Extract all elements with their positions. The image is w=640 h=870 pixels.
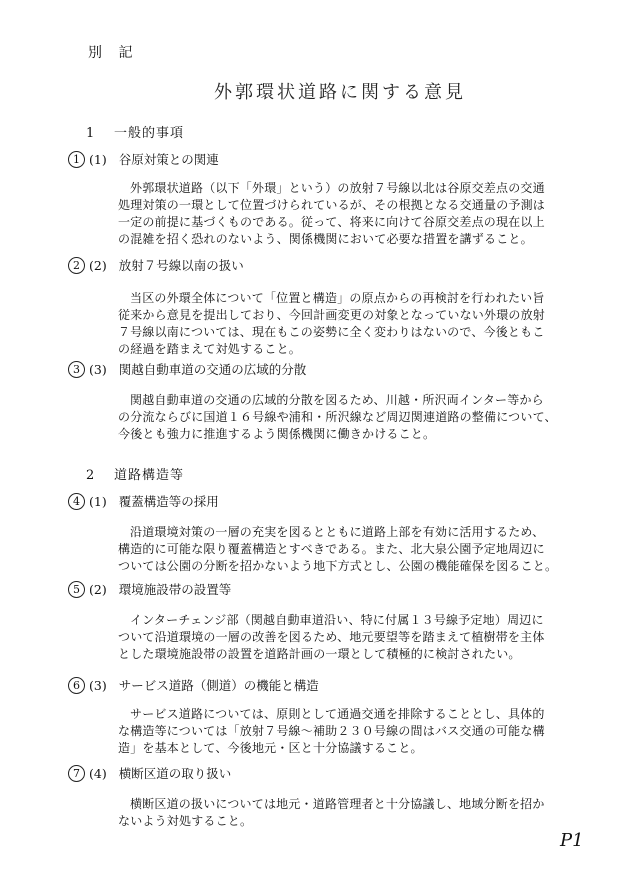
paragraph-line: サービス道路については、原則として通過交通を排除することとし、具体的: [130, 707, 545, 721]
section-number: 1: [86, 126, 96, 141]
paragraph-line: の混雑を招く恐れのないよう、関係機関において必要な措置を講ずること。: [118, 232, 533, 246]
document-title: 外郭環状道路に関する意見: [214, 82, 466, 103]
item-heading-4: [68, 492, 219, 510]
item-title: 環境施設帯の設置等: [118, 582, 232, 597]
paragraph-line: の分流ならびに国道１６号線や浦和・所沢線など周辺関連道路の整備について、: [118, 410, 557, 424]
item-paren-number: (3): [89, 361, 107, 377]
section-heading-2: [86, 464, 184, 483]
paragraph-line: 処理対策の一環として位置づけられているが、その根拠となる交通量の予測は: [118, 198, 546, 212]
item-paren-number: (1): [89, 493, 107, 509]
paragraph-line: とした環境施設帯の設置を道路計画の一環として積極的に検討されたい。: [118, 647, 521, 661]
paragraph-line: 沿道環境対策の一層の充実を図るとともに道路上部を有効に活用するため、: [130, 525, 545, 539]
section-heading-1: [86, 122, 184, 141]
item-paren-number: (1): [89, 151, 107, 167]
item-heading-3: [68, 360, 306, 378]
item-title: 覆蓋構造等の採用: [118, 494, 219, 509]
item-title: 横断区道の取り扱い: [118, 766, 232, 781]
paragraph-line: ついては公園の分断を招かないよう地下方式とし、公園の機能確保を図ること。: [118, 559, 558, 573]
item-heading-5: [68, 580, 231, 598]
paragraph-line: ついて沿道環境の一層の改善を図るため、地元要望等を踏まえて植樹帯を主体: [118, 630, 545, 644]
item-heading-7: [68, 764, 231, 782]
paragraph-line: ないよう対処すること。: [118, 814, 253, 828]
section-title: 一般的事項: [114, 126, 185, 141]
item-heading-1: [68, 150, 219, 168]
paragraph-line: 外郭環状道路（以下「外環」という）の放射７号線以北は谷原交差点の交通: [130, 181, 545, 195]
circled-number: 2: [68, 257, 85, 274]
circled-number: 5: [68, 581, 85, 598]
item-paren-number: (4): [89, 765, 107, 781]
paragraph-line: インターチェンジ部（関越自動車道沿い、特に付属１３号線予定地）周辺に: [130, 613, 544, 627]
item-paragraph-5: [118, 612, 598, 663]
item-paren-number: (2): [89, 257, 107, 273]
paragraph-line: な構造等については「放射７号線〜補助２３０号線の間はバス交通の可能な構: [118, 724, 545, 738]
paragraph-line: 従来から意見を提出しており、今回計画変更の対象となっていない外環の放射: [118, 308, 546, 322]
item-title: サービス道路（側道）の機能と構造: [118, 678, 319, 693]
item-paragraph-3: [118, 392, 598, 443]
item-title: 放射７号線以南の扱い: [118, 258, 244, 273]
paragraph-line: 関越自動車道の交通の広域的分散を図るため、川越・所沢両インター等から: [130, 393, 544, 407]
item-heading-2: [68, 256, 244, 274]
item-paragraph-6: [118, 706, 598, 757]
item-paragraph-4: [118, 524, 598, 575]
circled-number: 6: [68, 677, 85, 694]
circled-number: 1: [68, 151, 85, 168]
paragraph-line: 当区の外環全体について「位置と構造」の原点からの再検討を行われたい旨: [130, 291, 545, 305]
circled-number: 4: [68, 493, 85, 510]
item-paragraph-2: [118, 290, 598, 358]
item-heading-6: [68, 676, 319, 694]
section-title: 道路構造等: [114, 468, 185, 483]
paragraph-line: の経過を踏まえて対処すること。: [118, 342, 302, 356]
circled-number: 7: [68, 765, 85, 782]
circled-number: 3: [68, 361, 85, 378]
paragraph-line: 今後とも強力に推進するよう関係機関に働きかけること。: [118, 427, 436, 441]
paragraph-line: 横断区道の扱いについては地元・道路管理者と十分協議し、地域分断を招か: [130, 797, 545, 811]
item-paragraph-7: [118, 796, 598, 830]
appendix-label: 別 記: [88, 45, 139, 61]
item-title: 関越自動車道の交通の広域的分散: [118, 362, 307, 377]
paragraph-line: 造」を基本として、今後地元・区と十分協議すること。: [118, 741, 423, 755]
item-title: 谷原対策との関連: [118, 152, 219, 167]
paragraph-line: 一定の前提に基づくものである。従って、将来に向けて谷原交差点の現在以上: [118, 215, 545, 229]
section-number: 2: [86, 468, 96, 483]
paragraph-line: ７号線以南については、現在もこの姿勢に全く変わりはないので、今後ともこ: [118, 325, 545, 339]
item-paren-number: (3): [89, 677, 107, 693]
page-number: P1: [560, 830, 584, 851]
item-paren-number: (2): [89, 581, 107, 597]
item-paragraph-1: [118, 180, 598, 248]
paragraph-line: 構造的に可能な限り覆蓋構造とすべきである。また、北大泉公園予定地周辺に: [118, 542, 545, 556]
